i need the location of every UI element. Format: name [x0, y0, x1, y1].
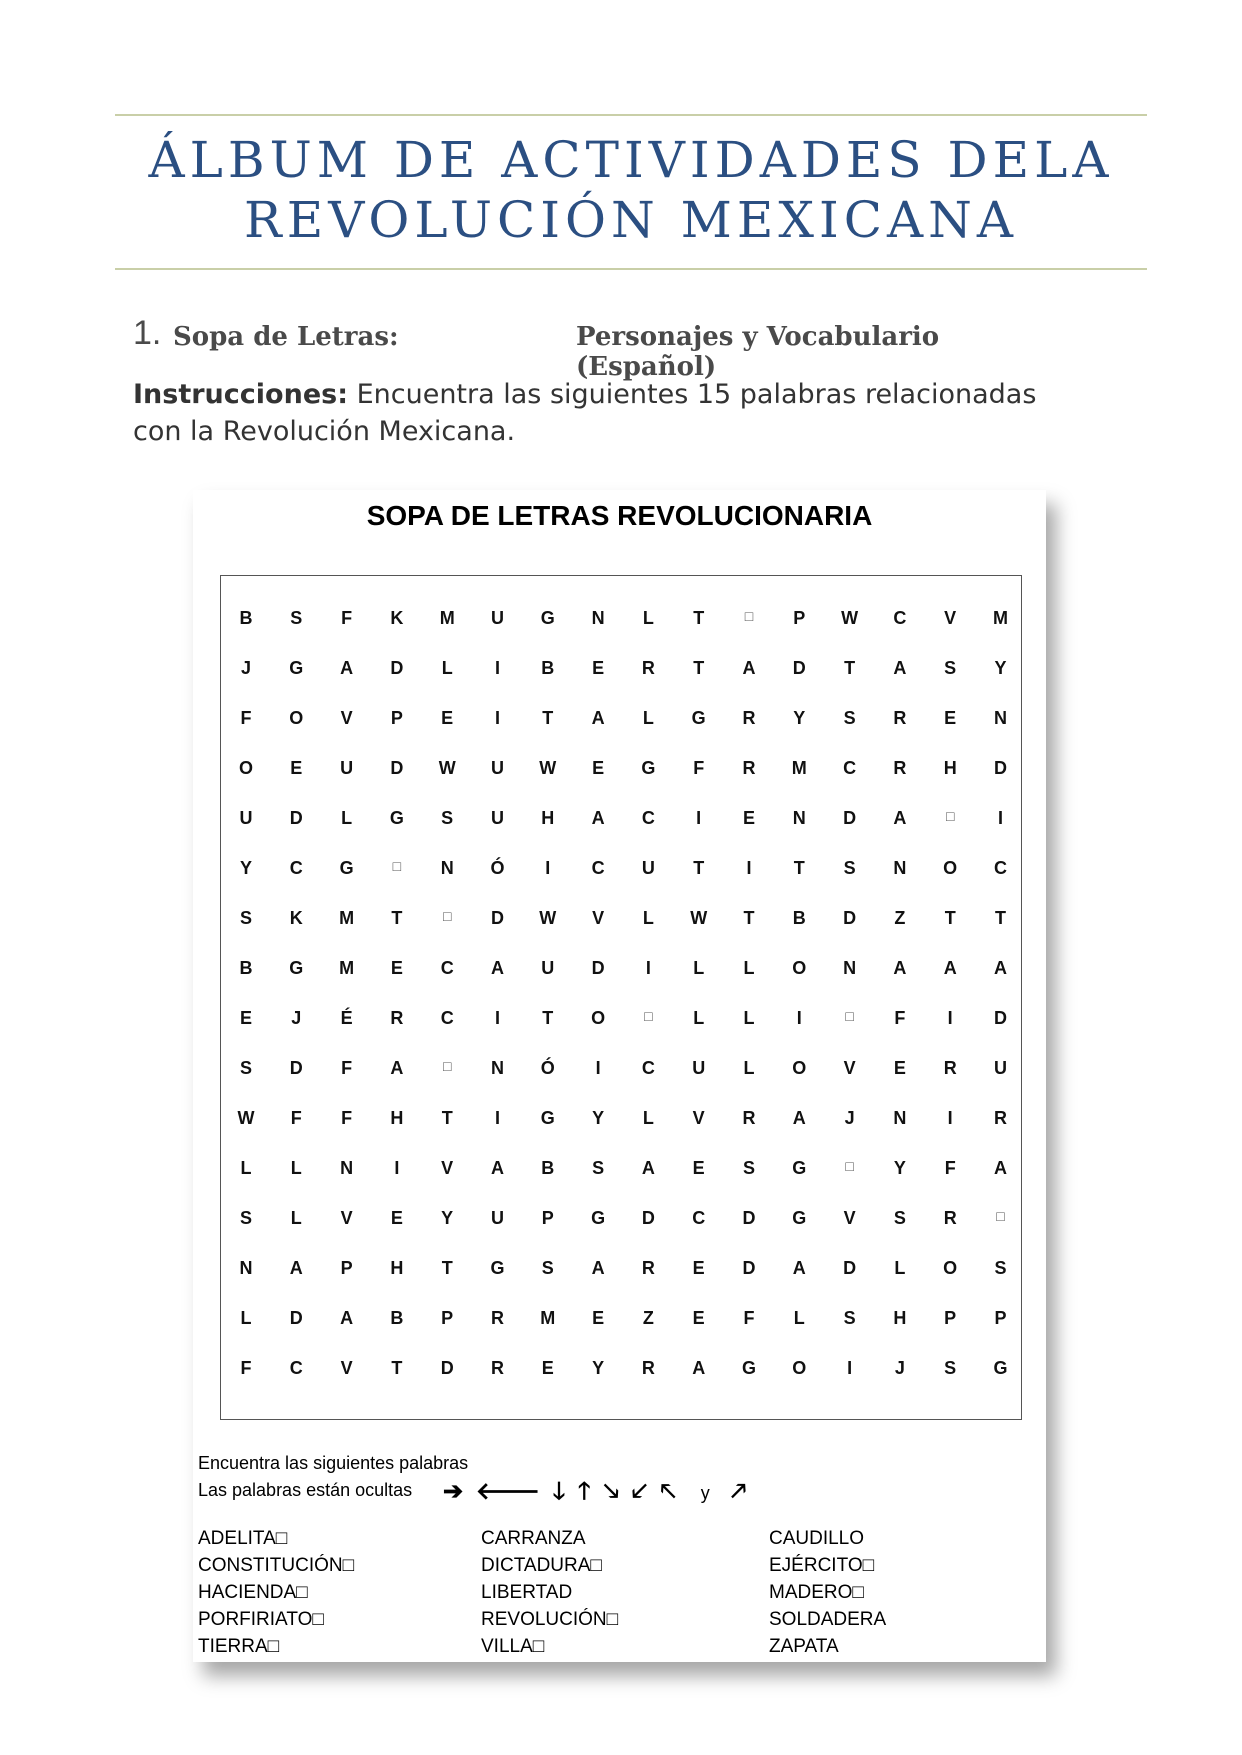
grid-letter: W: [438, 758, 456, 778]
grid-letter: G: [993, 1358, 1008, 1378]
grid-letter: P: [541, 1208, 554, 1228]
grid-letter: D: [843, 808, 857, 828]
grid-letter: O: [943, 858, 958, 878]
grid-letter: A: [792, 1108, 806, 1128]
word-item: EJÉRCITO□: [769, 1555, 875, 1576]
grid-letter: J: [894, 1358, 905, 1378]
grid-letter: V: [843, 1208, 856, 1228]
grid-letter: G: [289, 658, 304, 678]
grid-letter: T: [441, 1258, 453, 1278]
grid-letter: L: [642, 1108, 654, 1128]
grid-letter: L: [341, 808, 353, 828]
grid-letter: A: [491, 1158, 504, 1178]
grid-letter: O: [591, 1008, 606, 1028]
grid-letter: D: [390, 658, 404, 678]
grid-letter: B: [239, 608, 253, 628]
grid-letter: N: [491, 1058, 504, 1078]
grid-letter: G: [641, 758, 656, 778]
grid-letter: S: [742, 1158, 755, 1178]
grid-letter: D: [742, 1258, 756, 1278]
grid-letter: G: [792, 1208, 807, 1228]
grid-letter: □: [744, 608, 754, 624]
grid-letter: T: [995, 908, 1006, 928]
grid-letter: A: [591, 708, 605, 728]
word-item: CAUDILLO: [769, 1528, 865, 1549]
grid-letter: L: [290, 1158, 302, 1178]
grid-letter: Z: [642, 1308, 654, 1328]
letter-grid: [220, 575, 1022, 1420]
word-item: MADERO□: [769, 1582, 864, 1603]
grid-letter: B: [541, 1158, 555, 1178]
section-label: Sopa de Letras:: [173, 322, 399, 352]
grid-letter: N: [994, 708, 1007, 728]
grid-letter: U: [239, 808, 253, 828]
grid-letter: E: [592, 658, 605, 678]
title-line-1: ÁLBUM DE ACTIVIDADES DELA: [148, 131, 1114, 189]
grid-letter: S: [541, 1258, 554, 1278]
grid-letter: V: [340, 1358, 353, 1378]
grid-letter: Y: [592, 1108, 605, 1128]
grid-letter: S: [441, 808, 454, 828]
grid-letter: Y: [441, 1208, 454, 1228]
grid-letter: T: [944, 908, 956, 928]
grid-letter: S: [239, 908, 252, 928]
grid-letter: I: [947, 1108, 953, 1128]
grid-letter: G: [691, 708, 706, 728]
grid-letter: U: [541, 958, 555, 978]
direction-arrows: [443, 1474, 749, 1515]
grid-letter: O: [792, 1358, 807, 1378]
grid-letter: I: [947, 1008, 953, 1028]
grid-letter: R: [641, 1258, 655, 1278]
grid-letter: M: [439, 608, 455, 628]
grid-letter: V: [843, 1058, 856, 1078]
grid-letter: I: [394, 1158, 400, 1178]
grid-letter: U: [491, 808, 504, 828]
grid-letter: A: [742, 658, 756, 678]
grid-letter: A: [591, 808, 605, 828]
grid-letter: V: [692, 1108, 705, 1128]
grid-letter: E: [390, 1208, 403, 1228]
grid-letter: R: [994, 1108, 1007, 1128]
grid-letter: E: [541, 1358, 554, 1378]
grid-letter: F: [341, 1108, 353, 1128]
grid-letter: R: [893, 758, 907, 778]
word-item: ADELITA□: [198, 1528, 288, 1549]
grid-letter: J: [291, 1008, 302, 1028]
grid-letter: R: [491, 1358, 504, 1378]
word-item: SOLDADERA: [769, 1609, 887, 1630]
grid-letter: Z: [894, 908, 906, 928]
grid-letter: C: [641, 808, 655, 828]
word-column-3: [769, 1525, 886, 1660]
grid-letter: M: [339, 958, 355, 978]
grid-letter: H: [893, 1308, 907, 1328]
grid-letter: E: [893, 1058, 906, 1078]
grid-letter: N: [843, 958, 857, 978]
grid-letter: B: [239, 958, 253, 978]
grid-letter: T: [693, 608, 705, 628]
section-number: 1.: [133, 314, 162, 352]
grid-letter: L: [290, 1208, 302, 1228]
grid-letter: A: [893, 808, 907, 828]
grid-letter: E: [592, 758, 605, 778]
section-subtitle: Personajes y Vocabulario (Español): [576, 322, 940, 382]
grid-letter: U: [491, 758, 504, 778]
grid-letter: L: [642, 908, 654, 928]
grid-letter: □: [442, 1058, 452, 1074]
grid-letter: V: [441, 1158, 454, 1178]
grid-letter: M: [791, 758, 807, 778]
grid-letter: F: [341, 1058, 353, 1078]
word-column-1: [198, 1525, 354, 1660]
grid-letter: O: [792, 1058, 807, 1078]
grid-letter: P: [441, 1308, 454, 1328]
grid-letter: O: [289, 708, 304, 728]
grid-letter: E: [390, 958, 403, 978]
grid-letter: T: [743, 908, 755, 928]
top-rule: [115, 114, 1147, 116]
grid-letter: C: [994, 858, 1007, 878]
grid-letter: E: [944, 708, 957, 728]
grid-letter: O: [943, 1258, 958, 1278]
grid-letter: I: [494, 1108, 500, 1128]
grid-letter: P: [793, 608, 806, 628]
grid-letter: N: [239, 1258, 253, 1278]
grid-letter: E: [692, 1308, 705, 1328]
grid-letter: F: [240, 708, 252, 728]
grid-letter: G: [741, 1358, 756, 1378]
grid-letter: N: [440, 858, 454, 878]
grid-letter: U: [491, 608, 504, 628]
up-right-arrow-icon: 🡕: [730, 1478, 750, 1505]
grid-letter: E: [441, 708, 454, 728]
instructions: [133, 376, 1093, 450]
grid-letter: A: [893, 658, 907, 678]
grid-letter: E: [692, 1158, 705, 1178]
grid-letter: B: [390, 1308, 404, 1328]
grid-letter: T: [542, 708, 554, 728]
grid-letter: R: [943, 1208, 957, 1228]
grid-letter: W: [539, 758, 557, 778]
find-words-text: Encuentra las siguientes palabras: [198, 1453, 469, 1473]
grid-letter: A: [994, 1158, 1007, 1178]
grid-letter: S: [843, 708, 856, 728]
grid-letter: L: [743, 958, 755, 978]
grid-letter: T: [542, 1008, 554, 1028]
grid-letter: V: [340, 1208, 353, 1228]
grid-letter: I: [545, 858, 551, 878]
grid-letter: U: [641, 858, 655, 878]
grid-letter: S: [843, 858, 856, 878]
grid-letter: C: [440, 958, 454, 978]
grid-letter: J: [240, 658, 251, 678]
word-item: TIERRA□: [198, 1636, 280, 1657]
grid-letter: A: [943, 958, 957, 978]
grid-letter: R: [742, 1108, 756, 1128]
grid-letter: □: [845, 1008, 854, 1024]
grid-letter: D: [843, 1258, 857, 1278]
grid-letter: D: [641, 1208, 655, 1228]
grid-letter: I: [494, 1008, 500, 1028]
grid-letter: E: [742, 808, 755, 828]
grid-letter: D: [742, 1208, 756, 1228]
grid-letter: F: [894, 1008, 906, 1028]
grid-letter: T: [693, 658, 705, 678]
word-item: ZAPATA: [769, 1636, 839, 1657]
grid-letter: D: [289, 808, 303, 828]
grid-letter: A: [792, 1258, 806, 1278]
grid-letter: U: [692, 1058, 706, 1078]
grid-letter: I: [796, 1008, 802, 1028]
grid-letter: N: [893, 858, 907, 878]
word-item: LIBERTAD: [481, 1582, 573, 1603]
grid-letter: F: [944, 1158, 956, 1178]
grid-letter: L: [743, 1008, 755, 1028]
grid-letter: H: [541, 808, 555, 828]
grid-letter: D: [390, 758, 404, 778]
grid-letter: Y: [994, 658, 1007, 678]
grid-letter: A: [340, 658, 354, 678]
grid-letter: R: [641, 658, 655, 678]
grid-letter: L: [441, 658, 453, 678]
grid-letter: I: [696, 808, 702, 828]
grid-letter: S: [843, 1308, 856, 1328]
word-item: PORFIRIATO□: [198, 1609, 324, 1630]
word-column-2: [481, 1525, 618, 1660]
grid-letter: G: [540, 608, 555, 628]
grid-letter: E: [239, 1008, 252, 1028]
grid-letter: G: [591, 1208, 606, 1228]
grid-letter: W: [690, 908, 708, 928]
grid-letter: B: [541, 658, 555, 678]
and-text: y: [700, 1483, 713, 1503]
grid-letter: L: [240, 1308, 252, 1328]
grid-letter: V: [592, 908, 605, 928]
grid-letter: T: [793, 858, 805, 878]
word-item: REVOLUCIÓN□: [481, 1609, 619, 1630]
grid-letter: L: [743, 1058, 755, 1078]
grid-letter: I: [494, 658, 500, 678]
grid-letter: S: [239, 1208, 252, 1228]
grid-letter: A: [591, 1258, 605, 1278]
grid-letter: A: [692, 1358, 706, 1378]
grid-letter: C: [692, 1208, 706, 1228]
grid-letter: B: [792, 908, 806, 928]
grid-letter: D: [994, 758, 1007, 778]
grid-letter: E: [592, 1308, 605, 1328]
grid-letter: Y: [592, 1358, 605, 1378]
grid-letter: N: [340, 1158, 354, 1178]
grid-letter: K: [390, 608, 404, 628]
grid-letter: O: [792, 958, 807, 978]
grid-letter: I: [746, 858, 752, 878]
grid-letter: L: [240, 1158, 252, 1178]
word-item: CARRANZA: [481, 1528, 586, 1549]
grid-letter: M: [339, 908, 355, 928]
grid-letter: H: [943, 758, 957, 778]
grid-letter: D: [491, 908, 504, 928]
grid-letter: C: [440, 1008, 454, 1028]
grid-letter: R: [893, 708, 907, 728]
grid-letter: L: [642, 708, 654, 728]
grid-letter: D: [289, 1058, 303, 1078]
grid-letter: P: [994, 1308, 1007, 1328]
grid-letter: D: [792, 658, 806, 678]
word-item: CONSTITUCIÓN□: [198, 1555, 355, 1576]
grid-letter: P: [944, 1308, 957, 1328]
grid-letter: C: [591, 858, 605, 878]
grid-letter: S: [592, 1158, 605, 1178]
grid-letter: A: [340, 1308, 354, 1328]
grid-letter: V: [340, 708, 353, 728]
grid-letter: □: [442, 908, 452, 924]
grid-letter: A: [390, 1058, 404, 1078]
grid-letter: A: [289, 1258, 303, 1278]
grid-letter: D: [440, 1358, 454, 1378]
bottom-rule: [115, 268, 1147, 270]
grid-letter: C: [289, 1358, 303, 1378]
grid-letter: C: [893, 608, 907, 628]
grid-letter: R: [742, 708, 756, 728]
grid-letter: □: [392, 858, 402, 874]
grid-letter: O: [238, 758, 253, 778]
grid-letter: K: [289, 908, 303, 928]
grid-letter: F: [743, 1308, 755, 1328]
grid-letter: Y: [893, 1158, 906, 1178]
grid-letter: A: [994, 958, 1007, 978]
grid-letter: G: [792, 1158, 807, 1178]
grid-letter: L: [642, 608, 654, 628]
grid-letter: W: [539, 908, 557, 928]
grid-letter: F: [290, 1108, 302, 1128]
grid-letter: □: [845, 1158, 854, 1174]
grid-letter: L: [793, 1308, 805, 1328]
grid-letter: D: [591, 958, 605, 978]
hidden-words-text: Las palabras están ocultas: [198, 1480, 413, 1500]
grid-letter: N: [792, 808, 806, 828]
grid-letter: I: [645, 958, 651, 978]
grid-letter: C: [289, 858, 303, 878]
grid-letter: Ó: [540, 1058, 555, 1078]
grid-letter: G: [540, 1108, 555, 1128]
grid-letter: G: [289, 958, 304, 978]
grid-letter: A: [641, 1158, 655, 1178]
grid-letter: E: [692, 1258, 705, 1278]
grid-letter: A: [491, 958, 504, 978]
grid-letter: S: [944, 1358, 957, 1378]
word-item: HACIENDA□: [198, 1582, 308, 1603]
grid-letter: S: [239, 1058, 252, 1078]
grid-letter: U: [340, 758, 354, 778]
grid-letter: U: [491, 1208, 504, 1228]
grid-letter: L: [894, 1258, 906, 1278]
arrows-icon: ➔ 🡐 🡓 🡑 🡖 🡗 🡔: [443, 1478, 680, 1505]
grid-letter: J: [844, 1108, 855, 1128]
grid-letter: T: [441, 1108, 453, 1128]
page-title: [115, 130, 1147, 250]
grid-letter: U: [994, 1058, 1007, 1078]
grid-letter: M: [993, 608, 1008, 628]
grid-letter: T: [693, 858, 705, 878]
grid-letter: Y: [793, 708, 806, 728]
grid-letter: □: [644, 1008, 653, 1024]
puzzle-title: SOPA DE LETRAS REVOLUCIONARIA: [366, 500, 873, 531]
word-item: DICTADURA□: [481, 1555, 602, 1576]
grid-letter: É: [340, 1008, 353, 1028]
grid-letter: N: [893, 1108, 907, 1128]
grid-letter: S: [944, 658, 957, 678]
grid-letter: M: [540, 1308, 556, 1328]
grid-letter: G: [389, 808, 404, 828]
grid-letter: D: [843, 908, 857, 928]
grid-letter: Y: [239, 858, 252, 878]
grid-letter: R: [943, 1058, 957, 1078]
instructions-label: Instrucciones:: [133, 379, 348, 410]
grid-letter: I: [494, 708, 500, 728]
grid-letter: R: [491, 1308, 504, 1328]
grid-letter: □: [996, 1208, 1005, 1224]
word-item: VILLA□: [481, 1636, 545, 1657]
grid-letter: F: [341, 608, 353, 628]
grid-letter: G: [490, 1258, 505, 1278]
grid-letter: P: [390, 708, 403, 728]
grid-letter: S: [290, 608, 303, 628]
grid-letter: R: [390, 1008, 404, 1028]
grid-letter: S: [893, 1208, 906, 1228]
grid-letter: L: [693, 958, 705, 978]
grid-letter: P: [340, 1258, 353, 1278]
grid-letter: F: [693, 758, 705, 778]
word-search-sheet: [193, 490, 1046, 1662]
section-heading: [133, 314, 1033, 382]
grid-letter: I: [595, 1058, 601, 1078]
grid-letter: I: [997, 808, 1003, 828]
grid-letter: N: [591, 608, 605, 628]
grid-letter: D: [994, 1008, 1007, 1028]
grid-letter: C: [641, 1058, 655, 1078]
grid-letter: W: [237, 1108, 255, 1128]
grid-letter: □: [945, 808, 955, 824]
grid-letter: R: [742, 758, 756, 778]
grid-letter: I: [847, 1358, 853, 1378]
grid-letter: Ó: [490, 858, 505, 878]
grid-letter: R: [641, 1358, 655, 1378]
grid-letter: L: [693, 1008, 705, 1028]
grid-letter: D: [289, 1308, 303, 1328]
grid-letter: G: [339, 858, 354, 878]
grid-letter: T: [391, 908, 403, 928]
grid-letter: A: [893, 958, 907, 978]
grid-letter: S: [994, 1258, 1007, 1278]
instructions-text: Encuentra las siguientes 15 palabras relacionadas con la Revolución Mexicana.: [133, 379, 1037, 447]
grid-letter: F: [240, 1358, 252, 1378]
grid-letter: W: [841, 608, 859, 628]
grid-letter: H: [390, 1258, 404, 1278]
grid-letter: C: [843, 758, 857, 778]
title-line-2: REVOLUCIÓN MEXICANA: [244, 191, 1018, 249]
grid-letter: T: [844, 658, 856, 678]
grid-letter: V: [944, 608, 957, 628]
grid-letter: H: [390, 1108, 404, 1128]
grid-letter: E: [290, 758, 303, 778]
grid-letter: T: [391, 1358, 403, 1378]
